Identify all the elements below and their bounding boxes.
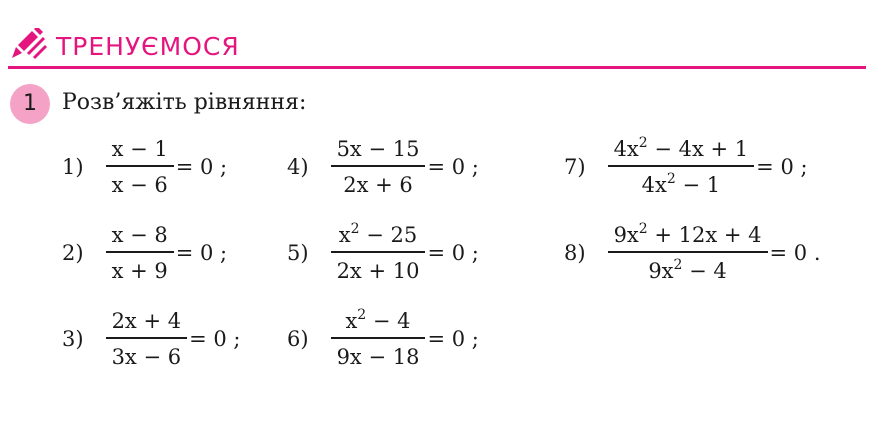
equation-3 — [62, 304, 240, 374]
equation-label: 5) — [287, 241, 309, 265]
equation-label: 4) — [287, 155, 309, 179]
numerator-base: 9x — [613, 223, 639, 248]
fraction-bar — [331, 337, 426, 339]
equation-1 — [62, 132, 227, 202]
denominator — [636, 171, 726, 199]
fraction — [331, 135, 426, 199]
equation-2 — [62, 218, 227, 288]
denominator: 2x + 6 — [343, 172, 413, 197]
task-number-badge: 1 — [10, 84, 50, 124]
denominator-base: 9x — [648, 258, 674, 283]
numerator-rest: − 25 — [359, 223, 418, 248]
numerator: x − 1 — [111, 137, 168, 162]
fraction — [331, 307, 426, 371]
fraction — [608, 135, 755, 199]
numerator-base: 4x — [613, 137, 639, 162]
equation-rhs: = 0 ; — [175, 241, 228, 265]
equation-rhs: = 0 ; — [175, 155, 228, 179]
equation-rhs: = 0 ; — [189, 327, 241, 351]
numerator: 2x + 4 — [111, 309, 182, 334]
task-instruction: Розв’яжіть рівняння: — [62, 90, 307, 115]
denominator-base: 4x — [641, 172, 667, 197]
fraction — [106, 135, 174, 199]
denominator-rest: − 4 — [682, 258, 727, 283]
exponent: 2 — [666, 170, 676, 187]
denominator-rest: − 1 — [675, 172, 721, 197]
numerator: x − 8 — [111, 223, 168, 248]
equation-label: 1) — [62, 155, 84, 179]
fraction — [608, 221, 768, 285]
denominator: x + 9 — [111, 258, 168, 283]
numerator — [608, 221, 768, 249]
equation-rhs: = 0 ; — [427, 155, 479, 179]
numerator-rest: + 12x + 4 — [647, 223, 762, 248]
equation-rhs: = 0 ; — [427, 327, 479, 351]
equation-label: 3) — [62, 327, 84, 351]
numerator: 5x − 15 — [336, 137, 420, 162]
equation-label: 8) — [564, 241, 586, 265]
numerator-rest: − 4x + 1 — [647, 137, 749, 162]
fraction-bar — [331, 165, 426, 167]
equation-rhs: = 0 . — [769, 241, 821, 265]
denominator: 2x + 10 — [336, 258, 420, 283]
numerator — [608, 135, 755, 163]
fraction-bar — [331, 251, 426, 253]
equation-8 — [564, 218, 821, 288]
equation-4 — [287, 132, 479, 202]
equation-5 — [287, 218, 479, 288]
exponent: 2 — [638, 135, 648, 152]
fraction — [106, 307, 188, 371]
pencil-icon — [8, 28, 48, 62]
denominator: 9x − 18 — [336, 344, 420, 369]
fraction-bar — [106, 251, 174, 253]
denominator: x − 6 — [111, 172, 168, 197]
denominator: 3x − 6 — [111, 344, 182, 369]
numerator-base: x — [338, 223, 351, 248]
fraction-bar — [106, 337, 188, 339]
header-divider — [8, 66, 866, 69]
equation-rhs: = 0 ; — [756, 155, 808, 179]
equation-rhs: = 0 ; — [427, 241, 479, 265]
fraction — [106, 221, 174, 285]
numerator-base: x — [345, 309, 358, 334]
section-title: ТРЕНУЄМОСЯ — [56, 32, 240, 61]
numerator — [333, 221, 423, 249]
equation-label: 7) — [564, 155, 586, 179]
exponent: 2 — [357, 307, 367, 324]
exponent: 2 — [350, 221, 360, 238]
denominator — [642, 257, 732, 285]
fraction-bar — [106, 165, 174, 167]
equation-label: 2) — [62, 241, 84, 265]
fraction-bar — [608, 251, 768, 253]
fraction-bar — [608, 165, 755, 167]
exponent: 2 — [673, 256, 683, 273]
equation-6 — [287, 304, 479, 374]
equation-7 — [564, 132, 808, 202]
numerator-rest: − 4 — [366, 309, 411, 334]
section-header — [8, 26, 866, 68]
fraction — [331, 221, 426, 285]
equation-label: 6) — [287, 327, 309, 351]
numerator — [339, 307, 416, 335]
exponent: 2 — [638, 221, 648, 238]
